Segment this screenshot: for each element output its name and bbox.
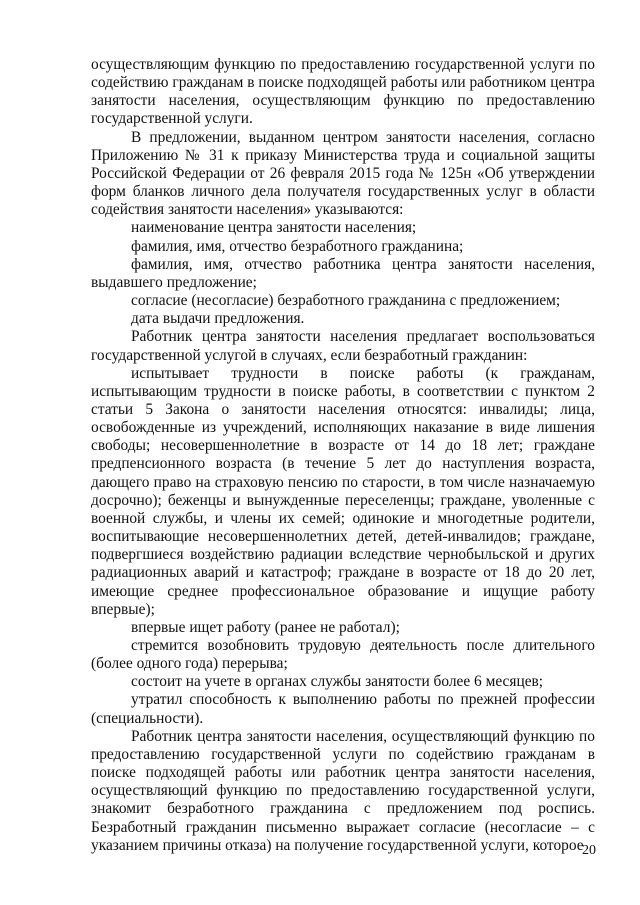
- list-item-resume-work: стремится возобновить трудовую деятельность после длительного (более одного года) перерыва;: [91, 637, 595, 673]
- page-number: 20: [582, 843, 596, 858]
- document-body: [91, 56, 595, 855]
- list-item-unemployed-name: фамилия, имя, отчество безработного гражданина;: [131, 237, 464, 255]
- list-item-first-job: впервые ищет работу (ранее не работал);: [131, 618, 400, 636]
- list-item-difficulties: испытывает трудности в поиске работы (к гражданам, испытывающим трудности в поиске работы, в соответствии с пунктом 2 статьи 5 Закона о занятости населения относятся: инвалиды; лица, освобожденные из учреждений, исполняющих наказание в виде лишения свободы; несовершеннолетние в возрасте от 14 до 18 лет; граждане предпенсионного возраста (в течение 5 лет до наступления возраста, дающего право на страховую пенсию по старости, в том числе назначаемую досрочно); беженцы и вынужденные переселенцы; граждане, уволенные с военной службы, и члены их семей; одинокие и многодетные родители, воспитывающие несовершеннолетних детей, детей-инвалидов; граждане, подвергшиеся воздействию радиации вследствие чернобыльской и других радиационных аварий и катастроф; граждане в возрасте от 18 до 20 лет, имеющие среднее профессиональное образование и ищущие работу впервые);: [91, 364, 595, 618]
- list-item-employee-name: фамилия, имя, отчество работника центра занятости населения, выдавшего предложение;: [91, 255, 595, 291]
- list-item-registered: состоит на учете в органах службы занятости более 6 месяцев;: [131, 673, 544, 691]
- list-item-consent: согласие (несогласие) безработного гражданина с предложением;: [131, 292, 561, 310]
- paragraph-signature: Работник центра занятости населения, осуществляющий функцию по предоставлению государственной услуги по содействию гражданам в поиске подходящей работы или работник центра занятости населения, осуществляющий функцию по предоставлению государственной услуги, знакомит безработного гражданина с предложением под роспись. Безработный гражданин письменно выражает согласие (несогласие – с указанием причины отказа) на получение государственной услуги, которое: [91, 727, 595, 854]
- list-item-lost-ability: утратил способность к выполнению работы по прежней профессии (специальности).: [91, 691, 595, 727]
- list-item-center-name: наименование центра занятости населения;: [131, 219, 417, 237]
- list-item-issue-date: дата выдачи предложения.: [131, 310, 305, 328]
- paragraph-continuation: осуществляющим функцию по предоставлению государственной услуги по содействию гражданам в поиске подходящей работы или работником центра занятости населения, осуществляющим функцию по предоставлению государственной услуги.: [91, 56, 595, 128]
- paragraph-proposal-contents: В предложении, выданном центром занятости населения, согласно Приложению № 31 к приказу Министерства труда и социальной защиты Российской Федерации от 26 февраля 2015 года № 125н «Об утверждении форм бланков личного дела получателя государственных услуг в области содействия занятости населения» указываются:: [91, 128, 595, 219]
- paragraph-offer-conditions: Работник центра занятости населения предлагает воспользоваться государственной услугой в случаях, если безработный гражданин:: [91, 328, 595, 364]
